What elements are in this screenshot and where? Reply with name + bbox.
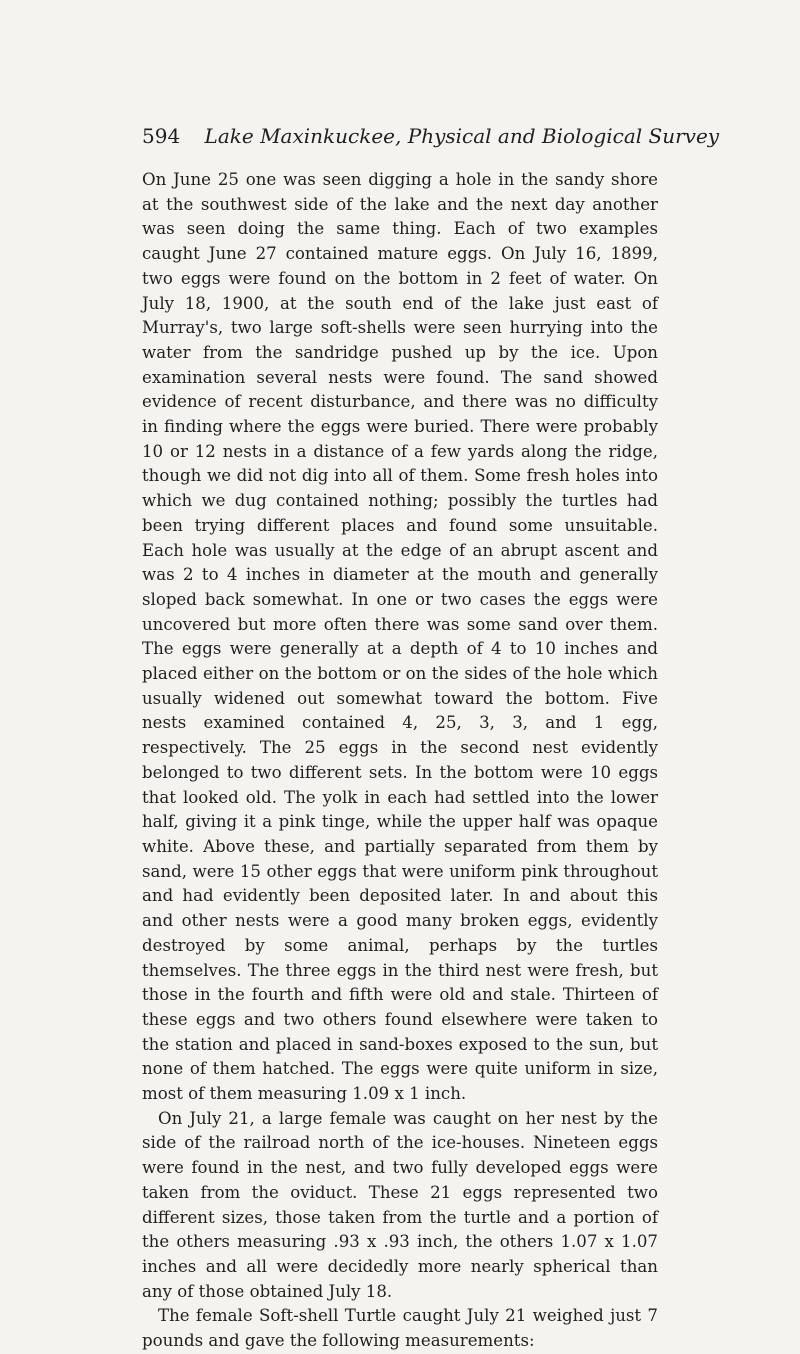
paragraph: The female Soft-shell Turtle caught July 21 weighed just 7 pounds and gave the following measurements:	[142, 1306, 658, 1351]
paragraph: On July 21, a large female was caught on her nest by the side of the railroad north of the ice-houses. Nineteen eggs were found in the nest, and two fully developed eggs were taken from the oviduct. These 21 eggs represented two different sizes, those taken from the turtle and a portion of the others measuring .93 x .93 inch, the others 1.07 x 1.07 inches and all were decidedly more nearly spherical than any of those obtained July 18.	[142, 1108, 658, 1301]
running-title: Lake Maxinkuckee, Physical and Biological Survey	[204, 124, 720, 148]
paragraph: On June 25 one was seen digging a hole in the sandy shore at the southwest side of the lake and the next day another was seen doing the same thing. Each of two examples caught June 27 contained mature eggs. On July 16, 1899, two eggs were found on the bottom in 2 feet of water. On July 18, 1900, at the south end of the lake just east of Murray's, two large soft-shells were seen hurrying into the water from the sandridge pushed up by the ice. Upon examination several nests were found. The sand showed evidence of recent disturbance, and there was no difficulty in finding where the eggs were buried. There were probably 10 or 12 nests in a distance of a few yards along the ridge, though we did not dig into all of them. Some fresh holes into which we dug contained nothing; possibly the turtles had been trying different places and found some unsuitable. Each hole was usually at the edge of an abrupt ascent and was 2 to 4 inches in diameter at the mouth and generally sloped back somewhat. In one or two cases the eggs were uncovered but more often there was some sand over them. The eggs were generally at a depth of 4 to 10 inches and placed either on the bottom or on the sides of the hole which usually widened out somewhat toward the bottom. Five nests examined contained 4, 25, 3, 3, and 1 egg, respectively. The 25 eggs in the second nest evidently belonged to two different sets. In the bottom were 10 eggs that looked old. The yolk in each had settled into the lower half, giving it a pink tinge, while the upper half was opaque white. Above these, and partially separated from them by sand, were 15 other eggs that were uniform pink throughout and had evidently been deposited later. In and about this and other nests were a good many broken eggs, evidently destroyed by some animal, perhaps by the turtles themselves. The three eggs in the third nest were fresh, but those in the fourth and fifth were old and stale. Thirteen of these eggs and two others found elsewhere were taken to the station and placed in sand-boxes exposed to the sun, but none of them hatched. The eggs were quite uniform in size, most of them measuring 1.09 x 1 inch.	[142, 170, 658, 1104]
page-number: 594	[142, 124, 181, 148]
running-header	[142, 124, 719, 148]
body-text	[142, 168, 658, 1354]
